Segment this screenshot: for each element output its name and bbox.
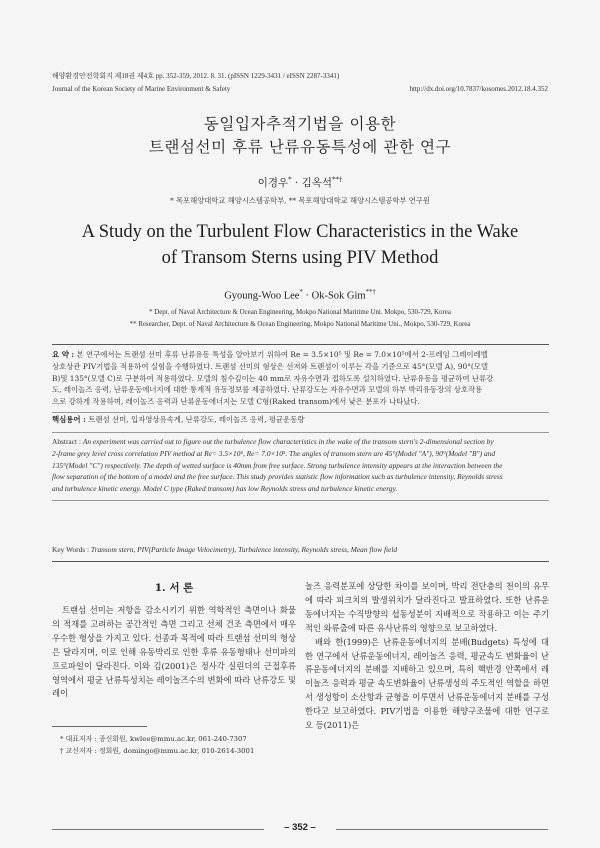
- section-heading: 1. 서 론: [154, 582, 194, 594]
- intro-paragraph: 배와 한(1999)은 난류운동에너지의 분배(Budgets) 특성에 대한 연구에서 난류운동에너지, 레이놀즈 응력, 평균속도 변화율이 난류운동에너지의 분배를 지배하고 있으며, 특히 핵반경 안쪽에서 레이놀즈 응력과 평균 속도변화율이 난류생성의 주도적인 역할을 하면서 생성항이 소산항과 균형을 이루면서 난류운동에너지 분배를 구성한다고 보고하였다. PIV기법을 이용한 해양구조물에 대한 연구로 오 등(2011)은: [305, 636, 549, 731]
- author-mark-2: **†: [332, 175, 343, 184]
- footnote-contact: † 교신저자 : 정회원, domingo@mmu.ac.kr, 010-2614-3001: [60, 747, 255, 755]
- author-ko-2: 김옥석: [301, 177, 333, 189]
- title-ko-line1: 동일입자추적기법을 이용한: [203, 115, 397, 133]
- abstract-en: [52, 436, 549, 495]
- keywords-ko-text: 트랜섬 선미, 입자영상유속계, 난류강도, 레이놀즈 응력, 평균운동량: [88, 415, 305, 424]
- author-en-mark-2: **†: [365, 289, 376, 296]
- affiliation-ko: * 목포해양대학교 해양시스템공학부, ** 목포해양대학교 해양시스템공학부 연구원: [170, 196, 430, 205]
- affiliation-en-2: ** Researcher, Dept. of Naval Architecture & Ocean Engineering, Mokpo National Maritime Uni., Mokpo, 530-729, Korea: [129, 321, 471, 328]
- body-column-left: [52, 604, 296, 701]
- author-en-2: Ok-Sok Gim: [311, 290, 366, 302]
- keywords-ko-rule: [52, 412, 549, 413]
- intro-paragraph: 트랜섬 선미는 저항을 감소시키기 위한 역학적인 측면이나 화물의 적재를 고려하는 공간적인 측면 그리고 선체 건조 측면에서 매우 우수한 형상을 가지고 있다. 선종과 목적에 따라 트랜섬 선미의 형상은 달라지며, 이로 인해 유동박리로 인한 후류 유동형태나 선미파의 프로파일이 달라진다. 이와 김(2001)은 정사각 실린더의 근접후류 영역에서 평균 난류특성치는 레이놀즈수의 변화에 따라 난류강도 및 레이: [52, 605, 296, 699]
- keywords-ko: [52, 414, 549, 426]
- footnote-corresponding: * 대표저자 : 종신회원, kwlee@mmu.ac.kr, 061-240-7307: [60, 735, 247, 743]
- intro-paragraph-continued: 놀즈 응력분포에 상당한 차이를 보이며, 박리 전단층의 천이의 유무에 따라 피크치의 발생위치가 달라진다고 발표하였다. 또한 난류운동에너지는 수직방향의 섭동성분이 지배적으로 작용하고 이는 주기적인 와류출에 따른 유사난류의 영향으로 보고하였다.: [305, 581, 549, 633]
- authors-en: [0, 289, 600, 302]
- author-mark-1: *: [288, 175, 292, 184]
- keywords-ko-label: 핵심용어 :: [52, 415, 86, 424]
- abstract-en-line: An experiment was carried out to figure out the turbulence flow characteristics in the wake of the transom stern's 2-dimensional section by: [82, 437, 494, 446]
- abstract-bottom-rule: [52, 561, 549, 562]
- abstract-ko-line: B)및 135°(모델 C)로 구분하여 적용하였다. 모델의 침수깊이는 40 mm로 자유수면과 접하도록 설치하였다. 난류유동을 평균하여 난류강: [52, 373, 494, 383]
- abstract-ko-line: 으로 강하게 작용하며, 레이놀즈 응력과 난류운동에너지는 모델 C형(Raked transom)에서 낮은 분포가 나타났다.: [52, 397, 420, 407]
- abstract-ko: [52, 349, 549, 408]
- abstract-ko-line: 본 연구에서는 트랜섬 선미 후류 난류유동 특성을 알아보기 위하여 Re = 3.5×10⁵ 및 Re = 7.0×10⁵에서 2-프레임 그레이레벨: [76, 350, 488, 359]
- title-ko-line2: 트랜섬선미 후류 난류유동특성에 관한 연구: [148, 138, 452, 156]
- footnote-rule: [52, 726, 147, 727]
- body-column-right: [305, 580, 549, 733]
- journal-name-en: Journal of the Korean Society of Marine Environment & Safety: [52, 85, 231, 93]
- abstract-en-line: and turbulence kinetic energy. Model C type (Raked transom) has low Reynolds stress and turbulence kinetic energy.: [52, 484, 398, 494]
- abstract-en-line: flow separation of the bottom of a model and the free surface. This study provides statistic flow information such as turbulence intensity, Reynolds stress: [52, 472, 503, 482]
- author-separator: ·: [291, 177, 302, 189]
- author-ko-1: 이경우: [257, 177, 289, 189]
- doi-link[interactable]: http://dx.doi.org/10.7837/kosomes.2012.18.4.352: [409, 85, 548, 93]
- journal-citation-ko: 해양환경안전학회지 제18권 제4호 pp. 352-359, 2012. 8. 31. (pISSN 1229-3431 / eISSN 2287-3341): [52, 72, 340, 80]
- keywords-en-text: Transom stern, PIV(Particle Image Velocimetry), Turbulence intensity, Reynolds stress, Mean flow field: [90, 545, 398, 554]
- abstract-ko-line: 상호상관 PIV기법을 적용하여 실험을 수행하였다. 트랜섬 선미의 형상은 선저와 트랜섬이 이루는 각을 기준으로 45°(모델 A), 90°(모델: [52, 361, 489, 371]
- abstract-ko-label: 요 약 :: [52, 350, 75, 359]
- keywords-en-rule: [52, 500, 549, 501]
- abstract-ko-line: 도, 레이놀즈 응력, 난류운동에너지에 대한 통계적 유동정보를 제공하였다. 난류강도는 자유수면과 모델의 하부 박리유동장의 상호작용: [52, 385, 483, 395]
- author-en-mark-1: *: [299, 289, 303, 296]
- abstract-en-line: 2-frame grey level cross correlation PIV method at Re= 3.5×10⁵, Re= 7.0×10⁵. The angles of transom stern are 45°(Model "A"), 90°(Model "B") and: [52, 448, 496, 458]
- title-en-line2: of Transom Sterns using PIV Method: [161, 248, 439, 268]
- abstract-en-rule: [52, 432, 549, 433]
- title-en-line1: A Study on the Turbulent Flow Characteristics in the Wake: [81, 222, 519, 242]
- authors-ko: [0, 175, 600, 190]
- keywords-en-label: Key Words :: [52, 545, 90, 554]
- page-number: – 352 –: [284, 822, 316, 833]
- keywords-en: [52, 544, 549, 556]
- abstract-en-line: 135°(Model "C") respectively. The depth of wetted surface is 40mm from free surface. Strong turbulence intensity appears at the interaction between the: [52, 460, 503, 470]
- affiliation-en-1: * Dept. of Naval Architecture & Ocean Engineering, Mokpo National Maritime Uni. Mokpo, 530-729, Korea: [149, 309, 451, 316]
- author-en-separator: ·: [302, 290, 312, 302]
- abstract-en-label: Abstract :: [52, 437, 81, 446]
- author-en-1: Gyoung-Woo Lee: [224, 290, 300, 302]
- abstract-top-rule: [52, 344, 549, 345]
